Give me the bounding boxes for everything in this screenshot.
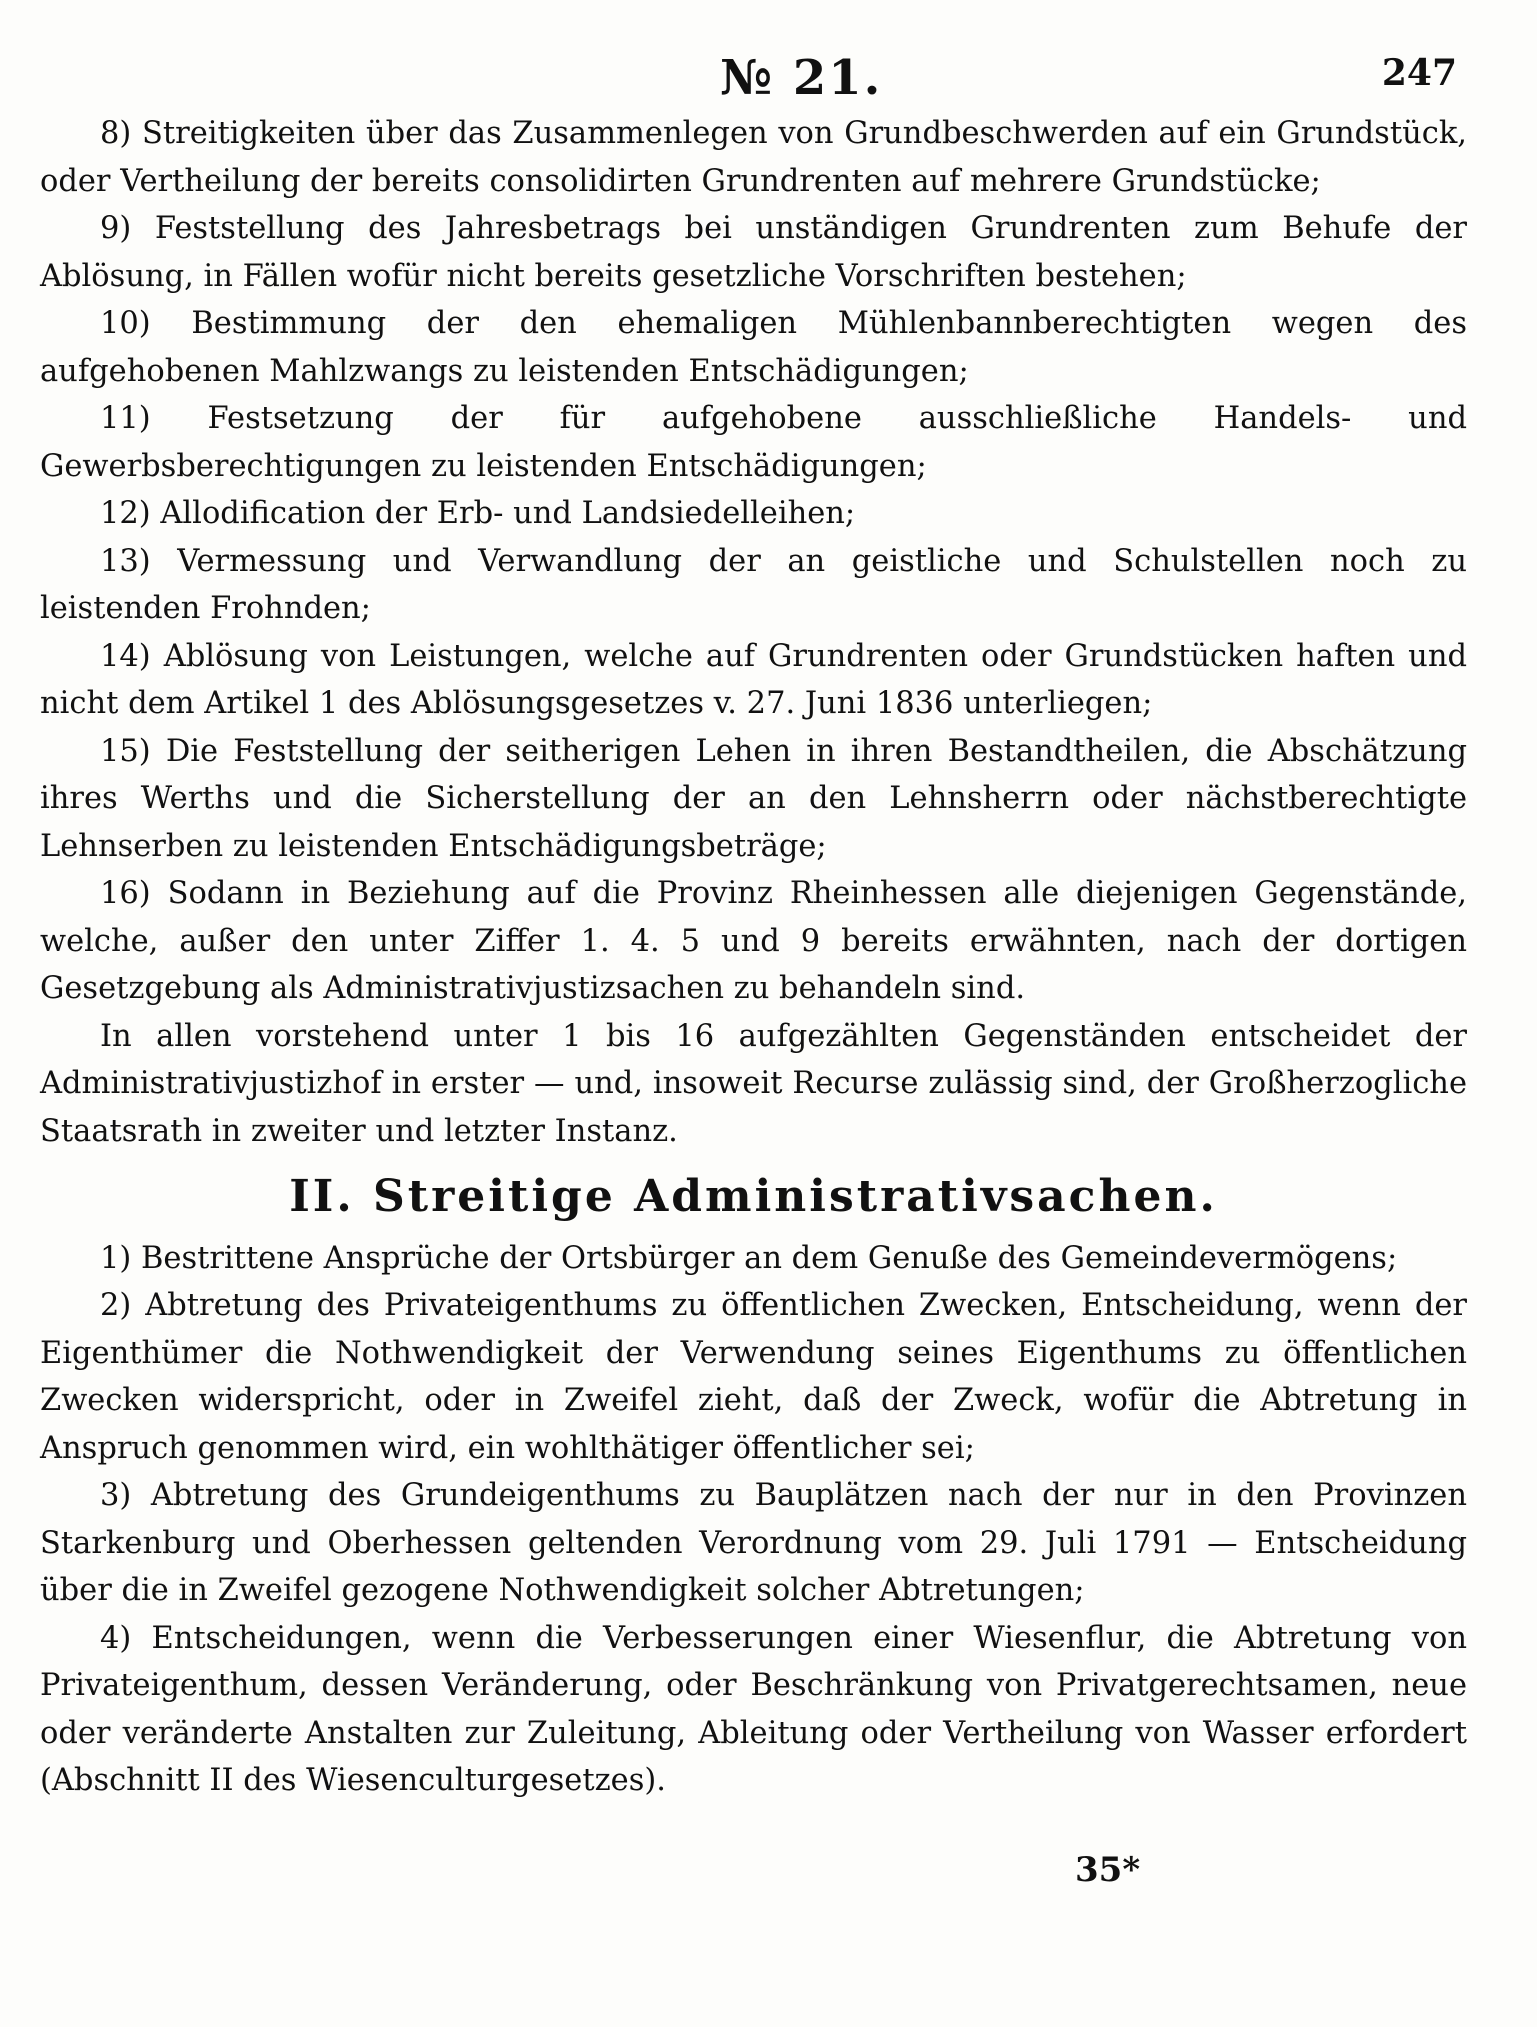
page-header: [40, 30, 1467, 110]
paragraph-item-12: 12) Allodification der Erb- und Landsiedelleihen;: [100, 496, 856, 531]
body-text: [40, 110, 1467, 1805]
paragraph-item-13: 13) Vermessung und Verwandlung der an geistliche und Schulstellen noch zu leistenden Frohnden;: [40, 543, 1467, 626]
signature-mark: 35*: [1075, 1850, 1141, 1890]
paragraph-item-11: 11) Festsetzung der für aufgehobene ausschließliche Handels- und Gewerbsberechtigungen zu leistenden Entschädigungen;: [40, 401, 1467, 484]
paragraph-summary: In allen vorstehend unter 1 bis 16 aufgezählten Gegenständen entscheidet der Administrativjustizhof in erster — und, insoweit Recurse zulässig sind, der Großherzogliche Staatsrath in zweiter und letzter Instanz.: [40, 1018, 1467, 1149]
paragraph-section2-item-3: 3) Abtretung des Grundeigenthums zu Bauplätzen nach der nur in den Provinzen Starkenburg und Oberhessen geltenden Verordnung vom 29. Juli 1791 — Entscheidung über die in Zweifel gezogene Nothwendigkeit solcher Abtretungen;: [40, 1478, 1467, 1608]
paragraph-section2-item-1: 1) Bestrittene Ansprüche der Ortsbürger an dem Genuße des Gemeindevermögens;: [100, 1240, 1398, 1276]
paragraph-section2-item-2: 2) Abtretung des Privateigenthums zu öffentlichen Zwecken, Entscheidung, wenn der Eigenthümer die Nothwendigkeit der Verwendung seines Eigenthums zu öffentlichen Zwecken widerspricht, oder in Zweifel zieht, daß der Zweck, wofür die Abtretung in Anspruch genommen wird, ein wohlthätiger öffentlicher sei;: [40, 1288, 1467, 1466]
page-number: 247: [1381, 52, 1457, 94]
paragraph-item-14: 14) Ablösung von Leistungen, welche auf Grundrenten oder Grundstücken haften und nicht dem Artikel 1 des Ablösungsgesetzes v. 27. Juni 1836 unterliegen;: [40, 638, 1467, 721]
paragraph-item-10: 10) Bestimmung der den ehemaligen Mühlenbannberechtigten wegen des aufgehobenen Mahlzwangs zu leistenden Entschädigungen;: [40, 306, 1467, 389]
section-heading: II. Streitige Administrativsachen.: [289, 1171, 1218, 1222]
paragraph-item-15: 15) Die Feststellung der seitherigen Lehen in ihren Bestandtheilen, die Abschätzung ihres Werths und die Sicherstellung der an den Lehnsherrn oder nächstberechtigte Lehnserben zu leistenden Entschädigungsbeträge;: [40, 733, 1467, 864]
paragraph-item-16: 16) Sodann in Beziehung auf die Provinz Rheinhessen alle diejenigen Gegenstände, welche, außer den unter Ziffer 1. 4. 5 und 9 bereits erwähnten, nach der dortigen Gesetzgebung als Administrativjustizsachen zu behandeln sind.: [40, 876, 1467, 1006]
paragraph-item-8: 8) Streitigkeiten über das Zusammenlegen von Grundbeschwerden auf ein Grundstück, oder Vertheilung der bereits consolidirten Grundrenten auf mehrere Grundstücke;: [40, 116, 1467, 199]
issue-number: № 21.: [720, 50, 883, 106]
paragraph-item-9: 9) Feststellung des Jahresbetrags bei unständigen Grundrenten zum Behufe der Ablösung, in Fällen wofür nicht bereits gesetzliche Vorschriften bestehen;: [40, 211, 1467, 294]
paragraph-section2-item-4: 4) Entscheidungen, wenn die Verbesserungen einer Wiesenflur, die Abtretung von Privateigenthum, dessen Veränderung, oder Beschränkung von Privatgerechtsamen, neue oder veränderte Anstalten zur Zuleitung, Ableitung oder Vertheilung von Wasser erfordert (Abschnitt II des Wiesenculturgesetzes).: [40, 1620, 1467, 1798]
